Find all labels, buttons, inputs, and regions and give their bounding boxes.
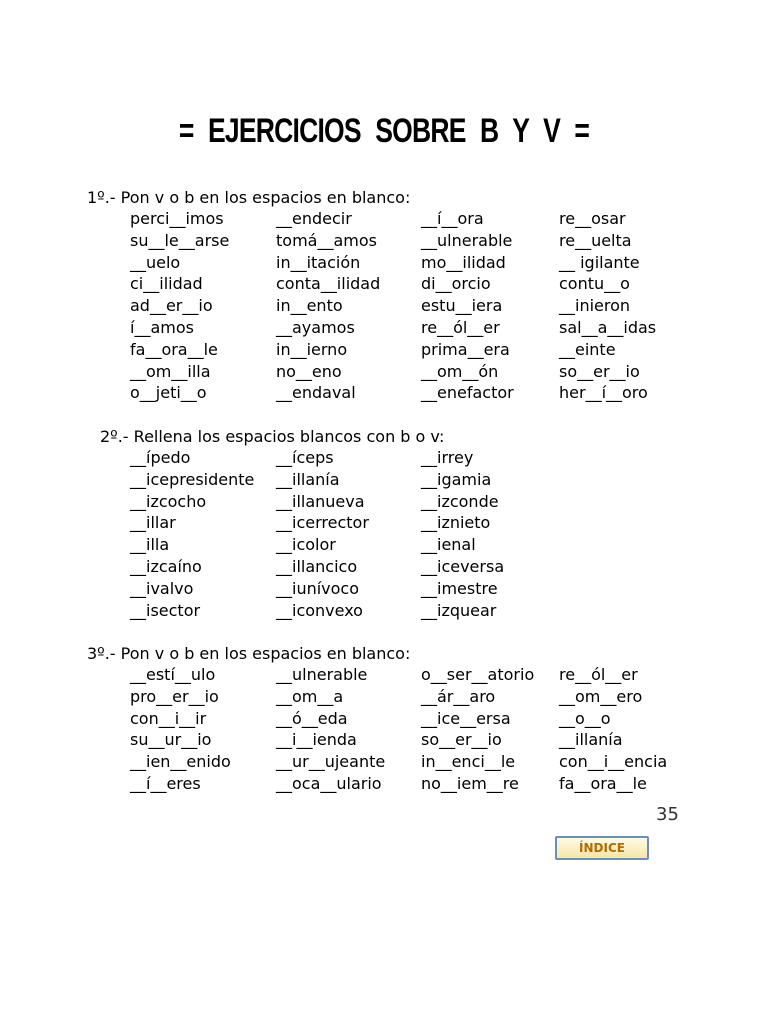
exercise-word: so__er__io xyxy=(559,361,640,381)
exercise-word: su__ur__io xyxy=(130,730,212,750)
exercise-word: __iznieto xyxy=(421,513,491,533)
section2-heading: 2º.- Rellena los espacios blancos con b o v: xyxy=(100,427,445,446)
index-button[interactable]: ÍNDICE xyxy=(555,836,649,860)
exercise-word: __icerrector xyxy=(276,513,369,533)
exercise-word: __ár__aro xyxy=(421,686,496,706)
exercise-word: o__jeti__o xyxy=(130,383,207,403)
exercise-word: __uelo xyxy=(130,252,181,272)
exercise-word: conta__ilidad xyxy=(276,274,381,294)
exercise-word: í__amos xyxy=(130,318,194,337)
exercise-word: __ienal xyxy=(421,535,476,555)
exercise-word: __iceversa xyxy=(421,557,505,576)
exercise-word: __einte xyxy=(559,339,616,359)
exercise-word: fa__ora__le xyxy=(130,339,218,359)
exercise-word: __ípedo xyxy=(130,448,191,467)
section3-heading: 3º.- Pon v o b en los espacios en blanco: xyxy=(87,644,411,663)
exercise-word: __om__ero xyxy=(559,686,643,706)
exercise-word: __ivalvo xyxy=(130,578,194,598)
exercise-word: her__í__oro xyxy=(559,383,648,403)
exercise-word: __igamia xyxy=(421,469,492,489)
exercise-word: __izconde xyxy=(421,491,499,511)
exercise-word: __endecir xyxy=(276,209,352,228)
exercise-word: __illanueva xyxy=(276,491,365,511)
exercise-word: __í__ora xyxy=(421,209,484,228)
exercise-word: pro__er__io xyxy=(130,686,219,706)
exercise-word: so__er__io xyxy=(421,730,502,750)
exercise-word: __om__ón xyxy=(421,361,499,381)
exercise-word: __estí__ulo xyxy=(130,665,216,684)
exercise-word: o__ser__atorio xyxy=(421,665,535,684)
exercise-word: in__ierno xyxy=(276,339,348,359)
exercise-word: in__ento xyxy=(276,296,343,316)
exercise-word: __ayamos xyxy=(276,318,355,337)
exercise-word: re__uelta xyxy=(559,230,632,250)
exercise-word: __íceps xyxy=(276,448,334,467)
exercise-word: sal__a__idas xyxy=(559,318,657,337)
exercise-word: contu__o xyxy=(559,274,630,294)
exercise-word: re__osar xyxy=(559,209,626,228)
exercise-word: fa__ora__le xyxy=(559,774,647,793)
exercise-word: __illanía xyxy=(559,730,623,750)
exercise-word: __ien__enido xyxy=(130,752,231,772)
exercise-word: __icolor xyxy=(276,535,336,555)
exercise-word: __irrey xyxy=(421,448,474,467)
exercise-word: no__iem__re xyxy=(421,774,519,793)
exercise-word: no__eno xyxy=(276,361,342,381)
exercise-word: __imestre xyxy=(421,578,498,598)
exercise-word: __illancico xyxy=(276,557,358,576)
exercise-word: __ice__ersa xyxy=(421,708,511,728)
exercise-word: tomá__amos xyxy=(276,230,377,250)
exercise-word: con__i__encia xyxy=(559,752,668,772)
exercise-word: in__enci__le xyxy=(421,752,516,772)
page-title: = EJERCICIOS SOBRE B Y V = xyxy=(178,112,590,150)
exercise-word: in__itación xyxy=(276,252,361,272)
exercise-word: ci__ilidad xyxy=(130,274,203,294)
exercise-word: __ur__ujeante xyxy=(276,752,386,772)
exercise-word: __ulnerable xyxy=(276,665,368,684)
exercise-word: __ó__eda xyxy=(276,708,348,728)
exercise-word: __i__ienda xyxy=(276,730,357,750)
exercise-word: __izcaíno xyxy=(130,557,202,576)
exercise-word: mo__ilidad xyxy=(421,252,506,272)
exercise-word: __om__illa xyxy=(130,361,211,381)
exercise-word: __iunívoco xyxy=(276,578,360,598)
exercise-word: __illa xyxy=(130,535,170,555)
page-number: 35 xyxy=(656,804,679,825)
exercise-word: __inieron xyxy=(559,296,631,316)
exercise-word: __illar xyxy=(130,513,176,533)
exercise-word: re__ól__er xyxy=(421,318,500,337)
section1-heading: 1º.- Pon v o b en los espacios en blanco: xyxy=(87,188,411,207)
exercise-word: __ igilante xyxy=(559,252,640,272)
exercise-word: __icepresidente xyxy=(130,469,255,489)
exercise-word: perci__imos xyxy=(130,209,224,228)
exercise-word: __izquear xyxy=(421,600,497,620)
exercise-word: re__ól__er xyxy=(559,665,638,684)
exercise-word: __om__a xyxy=(276,686,344,706)
exercise-word: di__orcio xyxy=(421,274,491,294)
exercise-word: con__i__ir xyxy=(130,708,207,728)
exercise-word: __ulnerable xyxy=(421,230,513,250)
exercise-word: su__le__arse xyxy=(130,230,230,250)
exercise-word: __oca__ulario xyxy=(276,774,382,793)
exercise-word: __í__eres xyxy=(130,774,201,793)
exercise-word: __enefactor xyxy=(421,383,514,403)
exercise-word: __izcocho xyxy=(130,491,207,511)
exercise-word: __o__o xyxy=(559,708,611,728)
exercise-word: ad__er__io xyxy=(130,296,213,316)
exercise-word: __endaval xyxy=(276,383,356,403)
exercise-word: __iconvexo xyxy=(276,600,363,620)
exercise-word: __illanía xyxy=(276,469,340,489)
exercise-word: estu__iera xyxy=(421,296,503,316)
exercise-word: __isector xyxy=(130,600,201,620)
exercise-word: prima__era xyxy=(421,339,510,359)
